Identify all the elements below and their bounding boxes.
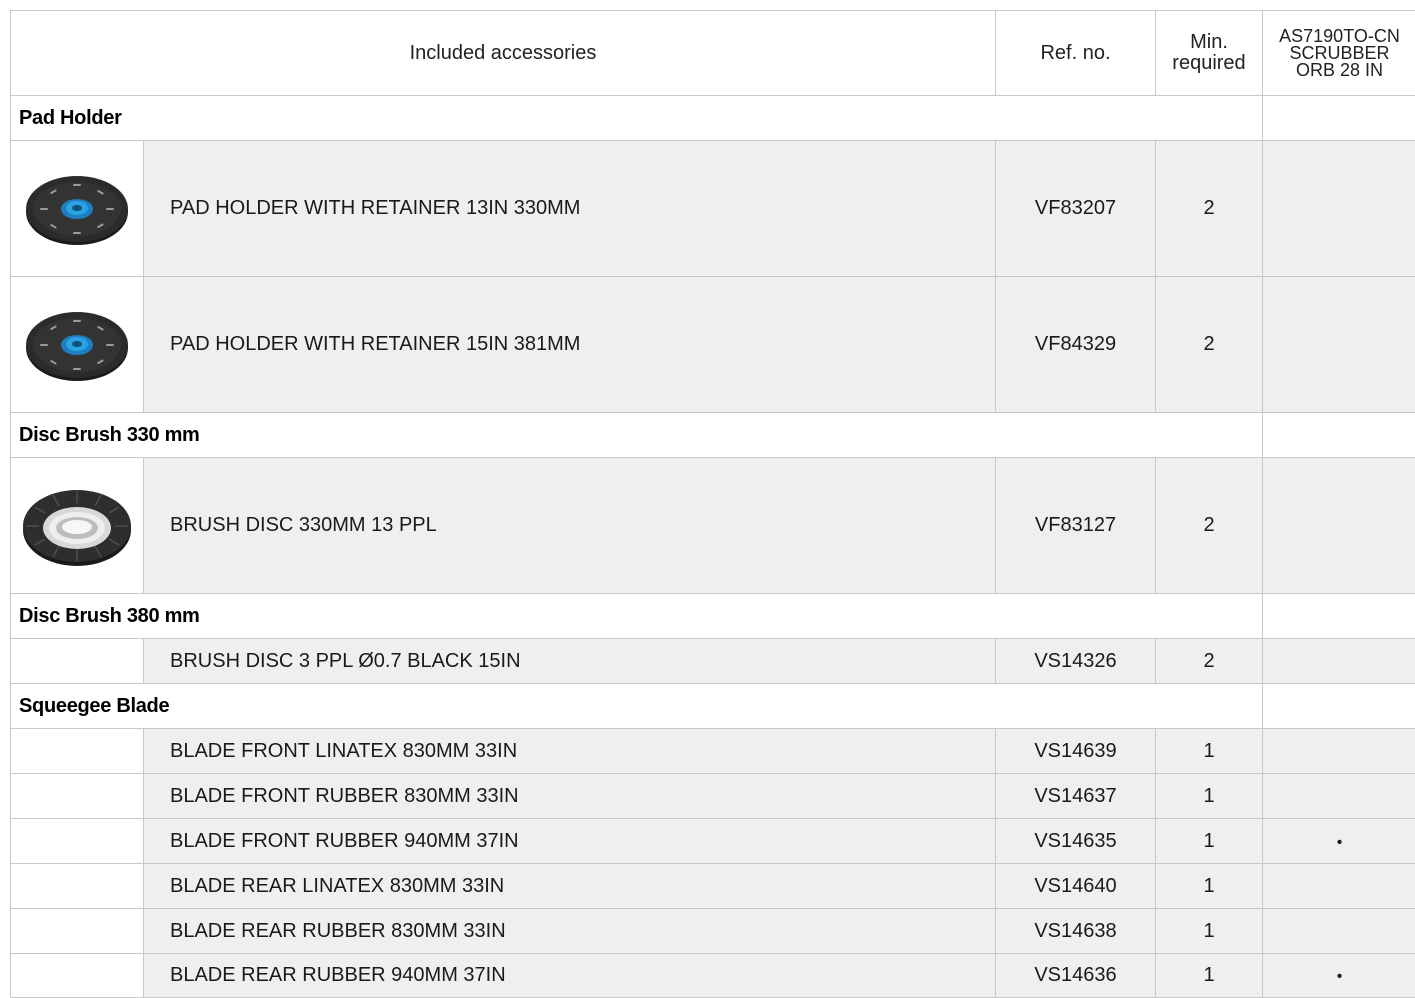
header-model-line3: ORB 28 IN	[1296, 60, 1383, 80]
item-description: BLADE REAR RUBBER 940MM 37IN	[144, 954, 996, 998]
item-description: BLADE FRONT RUBBER 940MM 37IN	[144, 819, 996, 864]
table-row	[11, 729, 1415, 774]
included-mark: •	[1337, 834, 1343, 851]
category-model-cell	[1263, 684, 1415, 729]
item-ref: VF84329	[996, 277, 1156, 413]
item-ref: VS14637	[996, 774, 1156, 819]
pad-holder-image	[11, 277, 144, 413]
item-ref: VS14639	[996, 729, 1156, 774]
table-row	[11, 819, 1415, 864]
item-description: BLADE REAR LINATEX 830MM 33IN	[144, 864, 996, 909]
included-mark: •	[1337, 968, 1343, 985]
item-ref: VF83127	[996, 458, 1156, 594]
item-mark	[1263, 774, 1415, 819]
item-min: 1	[1156, 954, 1263, 998]
category-label: Disc Brush 380 mm	[11, 594, 1263, 639]
table-row	[11, 141, 1415, 277]
item-min: 1	[1156, 909, 1263, 954]
item-mark	[1263, 639, 1415, 684]
item-min: 1	[1156, 864, 1263, 909]
category-row	[11, 96, 1415, 141]
item-description: PAD HOLDER WITH RETAINER 13IN 330MM	[144, 141, 996, 277]
header-min-line2: required	[1172, 52, 1245, 74]
header-model-line1: AS7190TO-CN	[1279, 26, 1400, 46]
item-description: BRUSH DISC 330MM 13 PPL	[144, 458, 996, 594]
item-description: BLADE FRONT RUBBER 830MM 33IN	[144, 774, 996, 819]
item-image-cell	[11, 909, 144, 954]
item-description: PAD HOLDER WITH RETAINER 15IN 381MM	[144, 277, 996, 413]
item-mark	[1263, 954, 1415, 998]
item-mark	[1263, 141, 1415, 277]
item-ref: VS14638	[996, 909, 1156, 954]
item-ref: VS14635	[996, 819, 1156, 864]
table-row	[11, 639, 1415, 684]
item-mark	[1263, 458, 1415, 594]
table-row	[11, 864, 1415, 909]
item-image-cell	[11, 954, 144, 998]
category-label: Disc Brush 330 mm	[11, 413, 1263, 458]
item-min: 2	[1156, 141, 1263, 277]
brush-disc-image	[11, 458, 144, 594]
header-min-line1: Min.	[1190, 31, 1228, 53]
category-label: Pad Holder	[11, 96, 1263, 141]
category-row	[11, 594, 1415, 639]
item-image-cell	[11, 774, 144, 819]
accessories-table	[10, 10, 1415, 998]
item-mark	[1263, 277, 1415, 413]
item-description: BLADE FRONT LINATEX 830MM 33IN	[144, 729, 996, 774]
header-ref-no: Ref. no.	[996, 11, 1156, 96]
header-row	[11, 11, 1415, 96]
item-min: 1	[1156, 774, 1263, 819]
item-mark	[1263, 864, 1415, 909]
table-row	[11, 909, 1415, 954]
table-row	[11, 774, 1415, 819]
item-ref: VS14636	[996, 954, 1156, 998]
pad-holder-image	[11, 141, 144, 277]
table-row	[11, 954, 1415, 998]
item-min: 2	[1156, 277, 1263, 413]
header-model-line2: SCRUBBER	[1289, 43, 1389, 63]
item-mark	[1263, 819, 1415, 864]
category-model-cell	[1263, 96, 1415, 141]
item-mark	[1263, 909, 1415, 954]
category-label: Squeegee Blade	[11, 684, 1263, 729]
item-image-cell	[11, 729, 144, 774]
item-min: 2	[1156, 639, 1263, 684]
item-description: BRUSH DISC 3 PPL Ø0.7 BLACK 15IN	[144, 639, 996, 684]
item-image-cell	[11, 639, 144, 684]
category-model-cell	[1263, 413, 1415, 458]
item-image-cell	[11, 864, 144, 909]
item-mark	[1263, 729, 1415, 774]
item-ref: VS14640	[996, 864, 1156, 909]
table-row	[11, 277, 1415, 413]
item-image-cell	[11, 819, 144, 864]
category-model-cell	[1263, 594, 1415, 639]
item-min: 1	[1156, 729, 1263, 774]
item-description: BLADE REAR RUBBER 830MM 33IN	[144, 909, 996, 954]
header-model	[1263, 11, 1415, 96]
item-ref: VS14326	[996, 639, 1156, 684]
header-accessories: Included accessories	[11, 11, 996, 96]
item-ref: VF83207	[996, 141, 1156, 277]
header-min-required	[1156, 11, 1263, 96]
item-min: 2	[1156, 458, 1263, 594]
table-row	[11, 458, 1415, 594]
category-row	[11, 684, 1415, 729]
item-min: 1	[1156, 819, 1263, 864]
category-row	[11, 413, 1415, 458]
